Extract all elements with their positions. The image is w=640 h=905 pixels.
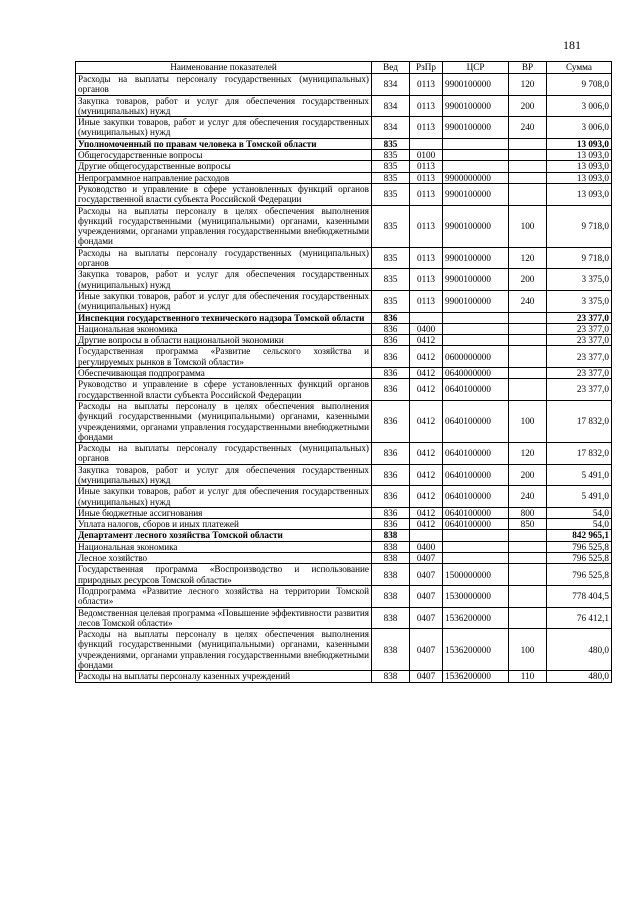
table-row bbox=[76, 161, 612, 172]
cell-rzpr: 0412 bbox=[410, 368, 443, 379]
table-row bbox=[76, 290, 612, 312]
cell-vr: 200 bbox=[509, 464, 547, 486]
cell-name: Закупка товаров, работ и услуг для обеспечения государственных (муниципальных) нужд bbox=[76, 95, 372, 117]
cell-ved: 835 bbox=[372, 172, 410, 183]
cell-name: Закупка товаров, работ и услуг для обеспечения государственных (муниципальных) нужд bbox=[76, 269, 372, 291]
table-row bbox=[76, 183, 612, 205]
cell-name: Расходы на выплаты персоналу в целях обеспечения выполнения функций государственными (муниципальными) органами, казенными учреждениями, органами управления государственными внебюджетными фондами bbox=[76, 205, 372, 247]
cell-sum: 3 006,0 bbox=[547, 117, 612, 139]
cell-name: Расходы на выплаты персоналу казенных учреждений bbox=[76, 671, 372, 682]
cell-csr: 0640100000 bbox=[443, 486, 509, 508]
cell-sum: 3 375,0 bbox=[547, 290, 612, 312]
cell-name: Расходы на выплаты персоналу государственных (муниципальных) органов bbox=[76, 443, 372, 465]
cell-sum: 23 377,0 bbox=[547, 346, 612, 368]
cell-rzpr: 0412 bbox=[410, 379, 443, 401]
cell-sum: 842 965,1 bbox=[547, 530, 612, 541]
cell-vr: 120 bbox=[509, 247, 547, 269]
page-number: 181 bbox=[563, 38, 581, 52]
cell-rzpr: 0400 bbox=[410, 323, 443, 334]
table-row bbox=[76, 205, 612, 247]
cell-name: Государственная программа «Развитие сельского хозяйства и регулируемых рынков в Томской области» bbox=[76, 346, 372, 368]
cell-rzpr: 0412 bbox=[410, 486, 443, 508]
cell-ved: 836 bbox=[372, 486, 410, 508]
cell-sum: 796 525,8 bbox=[547, 541, 612, 552]
cell-sum: 9 708,0 bbox=[547, 74, 612, 96]
header-ved: Вед bbox=[372, 62, 410, 74]
cell-csr: 9900100000 bbox=[443, 205, 509, 247]
cell-rzpr bbox=[410, 530, 443, 541]
cell-sum: 796 525,8 bbox=[547, 553, 612, 564]
cell-vr bbox=[509, 564, 547, 586]
cell-name: Иные закупки товаров, работ и услуг для обеспечения государственных (муниципальных) нужд bbox=[76, 117, 372, 139]
cell-ved: 836 bbox=[372, 379, 410, 401]
cell-csr: 0640000000 bbox=[443, 368, 509, 379]
cell-sum: 17 832,0 bbox=[547, 400, 612, 442]
cell-rzpr: 0400 bbox=[410, 541, 443, 552]
cell-ved: 835 bbox=[372, 150, 410, 161]
cell-csr bbox=[443, 541, 509, 552]
cell-ved: 836 bbox=[372, 368, 410, 379]
cell-name: Расходы на выплаты персоналу в целях обеспечения выполнения функций государственными (муниципальными) органами, казенными учреждениями, органами управления государственными внебюджетными фондами bbox=[76, 629, 372, 671]
cell-sum: 13 093,0 bbox=[547, 150, 612, 161]
cell-rzpr: 0113 bbox=[410, 290, 443, 312]
cell-name: Подпрограмма «Развитие лесного хозяйства на территории Томской области» bbox=[76, 585, 372, 607]
cell-csr: 0600000000 bbox=[443, 346, 509, 368]
cell-name: Общегосударственные вопросы bbox=[76, 150, 372, 161]
cell-name: Расходы на выплаты персоналу государственных (муниципальных) органов bbox=[76, 74, 372, 96]
table-row bbox=[76, 346, 612, 368]
cell-name: Уполномоченный по правам человека в Томской области bbox=[76, 138, 372, 149]
cell-csr bbox=[443, 553, 509, 564]
cell-vr bbox=[509, 150, 547, 161]
cell-vr: 120 bbox=[509, 74, 547, 96]
cell-csr bbox=[443, 312, 509, 323]
table-row bbox=[76, 541, 612, 552]
cell-ved: 836 bbox=[372, 323, 410, 334]
table-row bbox=[76, 95, 612, 117]
cell-rzpr: 0113 bbox=[410, 172, 443, 183]
cell-ved: 838 bbox=[372, 671, 410, 682]
cell-rzpr: 0412 bbox=[410, 335, 443, 346]
cell-csr: 1500000000 bbox=[443, 564, 509, 586]
cell-csr: 9900100000 bbox=[443, 269, 509, 291]
header-csr: ЦСР bbox=[443, 62, 509, 74]
cell-name: Государственная программа «Воспроизводство и использование природных ресурсов Томской области» bbox=[76, 564, 372, 586]
cell-vr: 800 bbox=[509, 507, 547, 518]
cell-csr: 1536200000 bbox=[443, 629, 509, 671]
header-sum: Сумма bbox=[547, 62, 612, 74]
cell-rzpr bbox=[410, 312, 443, 323]
cell-rzpr: 0412 bbox=[410, 346, 443, 368]
cell-ved: 835 bbox=[372, 290, 410, 312]
cell-name: Иные бюджетные ассигнования bbox=[76, 507, 372, 518]
cell-vr bbox=[509, 346, 547, 368]
cell-ved: 836 bbox=[372, 519, 410, 530]
cell-vr: 100 bbox=[509, 400, 547, 442]
cell-ved: 838 bbox=[372, 541, 410, 552]
cell-csr: 0640100000 bbox=[443, 443, 509, 465]
cell-sum: 9 718,0 bbox=[547, 247, 612, 269]
cell-vr: 240 bbox=[509, 290, 547, 312]
table-row bbox=[76, 464, 612, 486]
cell-sum: 5 491,0 bbox=[547, 464, 612, 486]
cell-vr bbox=[509, 379, 547, 401]
cell-rzpr bbox=[410, 138, 443, 149]
cell-rzpr: 0113 bbox=[410, 269, 443, 291]
table-row bbox=[76, 486, 612, 508]
cell-csr: 0640100000 bbox=[443, 379, 509, 401]
cell-csr: 0640100000 bbox=[443, 464, 509, 486]
table-row bbox=[76, 172, 612, 183]
cell-rzpr: 0113 bbox=[410, 247, 443, 269]
table-row bbox=[76, 553, 612, 564]
cell-vr: 240 bbox=[509, 486, 547, 508]
cell-csr: 0640100000 bbox=[443, 400, 509, 442]
cell-rzpr: 0113 bbox=[410, 74, 443, 96]
cell-sum: 54,0 bbox=[547, 519, 612, 530]
cell-sum: 17 832,0 bbox=[547, 443, 612, 465]
cell-name: Национальная экономика bbox=[76, 541, 372, 552]
table-body bbox=[76, 74, 612, 683]
cell-name: Руководство и управление в сфере установленных функций органов государственной власти субъекта Российской Федерации bbox=[76, 379, 372, 401]
table-row bbox=[76, 379, 612, 401]
cell-sum: 23 377,0 bbox=[547, 379, 612, 401]
table-row bbox=[76, 247, 612, 269]
cell-ved: 836 bbox=[372, 507, 410, 518]
cell-ved: 836 bbox=[372, 400, 410, 442]
cell-ved: 836 bbox=[372, 464, 410, 486]
cell-sum: 23 377,0 bbox=[547, 312, 612, 323]
cell-vr bbox=[509, 161, 547, 172]
cell-ved: 836 bbox=[372, 335, 410, 346]
cell-sum: 796 525,8 bbox=[547, 564, 612, 586]
cell-vr bbox=[509, 530, 547, 541]
cell-sum: 13 093,0 bbox=[547, 138, 612, 149]
cell-vr: 200 bbox=[509, 269, 547, 291]
cell-rzpr: 0407 bbox=[410, 671, 443, 682]
cell-name: Уплата налогов, сборов и иных платежей bbox=[76, 519, 372, 530]
cell-name: Иные закупки товаров, работ и услуг для обеспечения государственных (муниципальных) нужд bbox=[76, 290, 372, 312]
cell-csr: 9900100000 bbox=[443, 95, 509, 117]
cell-name: Обеспечивающая подпрограмма bbox=[76, 368, 372, 379]
table-row bbox=[76, 519, 612, 530]
cell-ved: 835 bbox=[372, 183, 410, 205]
cell-csr: 0640100000 bbox=[443, 507, 509, 518]
table-row bbox=[76, 400, 612, 442]
cell-rzpr: 0412 bbox=[410, 443, 443, 465]
cell-rzpr: 0113 bbox=[410, 205, 443, 247]
cell-ved: 838 bbox=[372, 585, 410, 607]
cell-name: Расходы на выплаты персоналу государственных (муниципальных) органов bbox=[76, 247, 372, 269]
cell-vr: 100 bbox=[509, 205, 547, 247]
cell-sum: 9 718,0 bbox=[547, 205, 612, 247]
cell-ved: 836 bbox=[372, 443, 410, 465]
table-header-row bbox=[76, 62, 612, 74]
cell-ved: 838 bbox=[372, 607, 410, 629]
cell-ved: 838 bbox=[372, 553, 410, 564]
cell-name: Лесное хозяйство bbox=[76, 553, 372, 564]
cell-name: Другие вопросы в области национальной экономики bbox=[76, 335, 372, 346]
table-row bbox=[76, 117, 612, 139]
cell-csr: 9900100000 bbox=[443, 290, 509, 312]
cell-ved: 835 bbox=[372, 161, 410, 172]
budget-table bbox=[75, 61, 612, 683]
cell-ved: 836 bbox=[372, 346, 410, 368]
cell-vr bbox=[509, 607, 547, 629]
cell-ved: 835 bbox=[372, 269, 410, 291]
cell-csr bbox=[443, 138, 509, 149]
cell-vr bbox=[509, 585, 547, 607]
cell-rzpr: 0412 bbox=[410, 464, 443, 486]
table-row bbox=[76, 335, 612, 346]
cell-sum: 13 093,0 bbox=[547, 183, 612, 205]
cell-sum: 480,0 bbox=[547, 671, 612, 682]
cell-sum: 3 375,0 bbox=[547, 269, 612, 291]
cell-rzpr: 0412 bbox=[410, 519, 443, 530]
cell-rzpr: 0407 bbox=[410, 564, 443, 586]
cell-vr: 120 bbox=[509, 443, 547, 465]
cell-sum: 76 412,1 bbox=[547, 607, 612, 629]
cell-rzpr: 0113 bbox=[410, 183, 443, 205]
cell-name: Департамент лесного хозяйства Томской области bbox=[76, 530, 372, 541]
cell-csr: 9900100000 bbox=[443, 183, 509, 205]
cell-ved: 838 bbox=[372, 564, 410, 586]
cell-name: Руководство и управление в сфере установленных функций органов государственной власти субъекта Российской Федерации bbox=[76, 183, 372, 205]
table-row bbox=[76, 530, 612, 541]
cell-rzpr: 0113 bbox=[410, 117, 443, 139]
table-row bbox=[76, 138, 612, 149]
cell-vr bbox=[509, 183, 547, 205]
cell-csr: 1536200000 bbox=[443, 607, 509, 629]
table-row bbox=[76, 585, 612, 607]
cell-ved: 835 bbox=[372, 205, 410, 247]
cell-sum: 13 093,0 bbox=[547, 172, 612, 183]
cell-name: Инспекция государственного технического надзора Томской области bbox=[76, 312, 372, 323]
cell-sum: 54,0 bbox=[547, 507, 612, 518]
header-vr: ВР bbox=[509, 62, 547, 74]
cell-vr: 850 bbox=[509, 519, 547, 530]
cell-rzpr: 0113 bbox=[410, 161, 443, 172]
cell-sum: 480,0 bbox=[547, 629, 612, 671]
cell-rzpr: 0407 bbox=[410, 629, 443, 671]
cell-rzpr: 0407 bbox=[410, 585, 443, 607]
cell-ved: 834 bbox=[372, 117, 410, 139]
cell-ved: 835 bbox=[372, 247, 410, 269]
table-row bbox=[76, 74, 612, 96]
cell-name: Другие общегосударственные вопросы bbox=[76, 161, 372, 172]
cell-rzpr: 0412 bbox=[410, 507, 443, 518]
table-row bbox=[76, 323, 612, 334]
table-row bbox=[76, 150, 612, 161]
cell-name: Непрограммное направление расходов bbox=[76, 172, 372, 183]
cell-name: Ведомственная целевая программа «Повышение эффективности развития лесов Томской области» bbox=[76, 607, 372, 629]
cell-ved: 834 bbox=[372, 95, 410, 117]
cell-csr bbox=[443, 335, 509, 346]
cell-rzpr: 0100 bbox=[410, 150, 443, 161]
table-row bbox=[76, 629, 612, 671]
table-row bbox=[76, 564, 612, 586]
cell-sum: 778 404,5 bbox=[547, 585, 612, 607]
cell-csr bbox=[443, 530, 509, 541]
cell-ved: 838 bbox=[372, 629, 410, 671]
header-name: Наименование показателей bbox=[76, 62, 372, 74]
cell-ved: 834 bbox=[372, 74, 410, 96]
cell-name: Закупка товаров, работ и услуг для обеспечения государственных (муниципальных) нужд bbox=[76, 464, 372, 486]
table-row bbox=[76, 312, 612, 323]
cell-csr: 1536200000 bbox=[443, 671, 509, 682]
cell-rzpr: 0407 bbox=[410, 607, 443, 629]
cell-vr: 100 bbox=[509, 629, 547, 671]
cell-vr bbox=[509, 553, 547, 564]
cell-csr: 9900100000 bbox=[443, 117, 509, 139]
cell-ved: 838 bbox=[372, 530, 410, 541]
cell-rzpr: 0113 bbox=[410, 95, 443, 117]
cell-csr: 9900100000 bbox=[443, 247, 509, 269]
cell-csr bbox=[443, 161, 509, 172]
cell-vr bbox=[509, 368, 547, 379]
table-row bbox=[76, 443, 612, 465]
cell-sum: 5 491,0 bbox=[547, 486, 612, 508]
cell-sum: 13 093,0 bbox=[547, 161, 612, 172]
cell-csr: 1530000000 bbox=[443, 585, 509, 607]
cell-ved: 835 bbox=[372, 138, 410, 149]
cell-vr bbox=[509, 138, 547, 149]
cell-name: Расходы на выплаты персоналу в целях обеспечения выполнения функций государственными (муниципальными) органами, казенными учреждениями, органами управления государственными внебюджетными фондами bbox=[76, 400, 372, 442]
cell-csr: 0640100000 bbox=[443, 519, 509, 530]
cell-csr bbox=[443, 150, 509, 161]
cell-rzpr: 0407 bbox=[410, 553, 443, 564]
table-row bbox=[76, 507, 612, 518]
cell-name: Иные закупки товаров, работ и услуг для обеспечения государственных (муниципальных) нужд bbox=[76, 486, 372, 508]
cell-vr bbox=[509, 312, 547, 323]
cell-vr bbox=[509, 335, 547, 346]
table-row bbox=[76, 368, 612, 379]
cell-sum: 23 377,0 bbox=[547, 368, 612, 379]
cell-sum: 23 377,0 bbox=[547, 323, 612, 334]
table-row bbox=[76, 607, 612, 629]
cell-vr: 240 bbox=[509, 117, 547, 139]
cell-name: Национальная экономика bbox=[76, 323, 372, 334]
cell-vr: 110 bbox=[509, 671, 547, 682]
cell-csr: 9900000000 bbox=[443, 172, 509, 183]
table-row bbox=[76, 671, 612, 682]
table-row bbox=[76, 269, 612, 291]
cell-csr bbox=[443, 323, 509, 334]
cell-csr: 9900100000 bbox=[443, 74, 509, 96]
cell-rzpr: 0412 bbox=[410, 400, 443, 442]
cell-vr bbox=[509, 172, 547, 183]
cell-ved: 836 bbox=[372, 312, 410, 323]
cell-vr bbox=[509, 323, 547, 334]
cell-sum: 3 006,0 bbox=[547, 95, 612, 117]
cell-vr: 200 bbox=[509, 95, 547, 117]
cell-vr bbox=[509, 541, 547, 552]
header-rzpr: РзПр bbox=[410, 62, 443, 74]
cell-sum: 23 377,0 bbox=[547, 335, 612, 346]
